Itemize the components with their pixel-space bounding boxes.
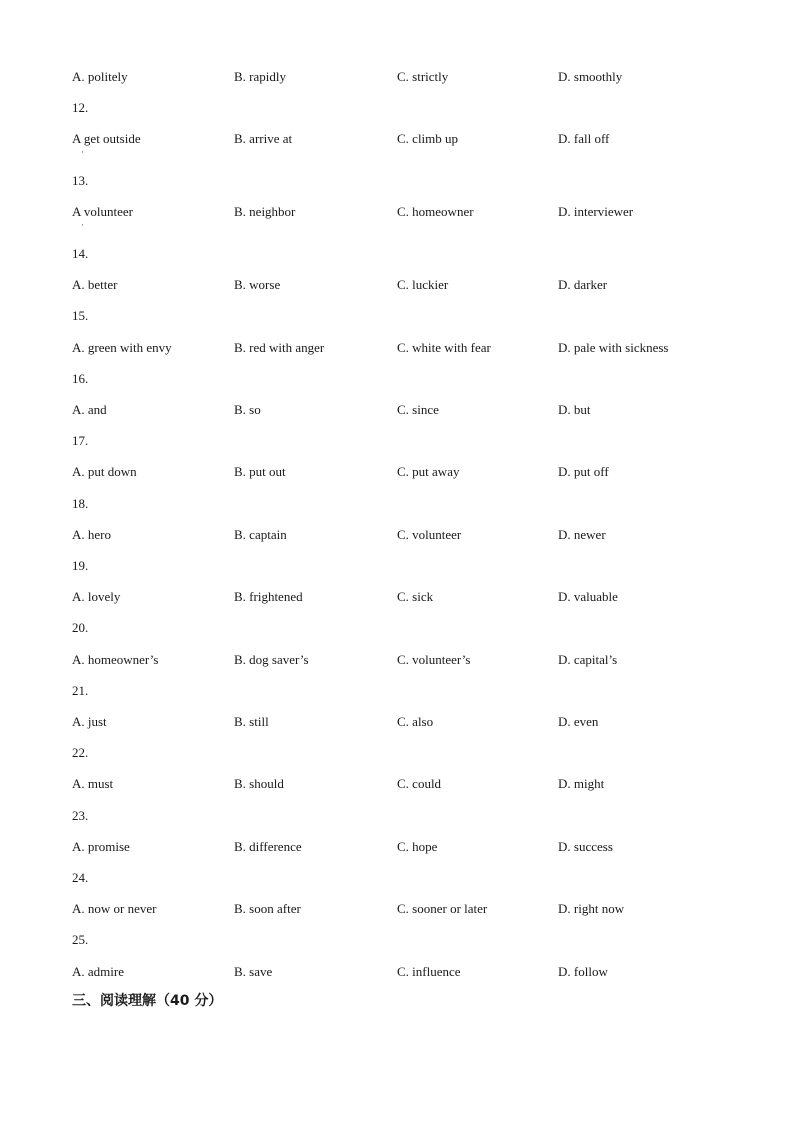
option-b: B. red with anger bbox=[234, 340, 325, 355]
option-row bbox=[0, 776, 794, 794]
question-number: 12. bbox=[72, 100, 89, 115]
option-a: A. now or never bbox=[72, 901, 157, 916]
question-number: 21. bbox=[72, 683, 89, 698]
option-c: C. strictly bbox=[397, 69, 449, 84]
option-d: D. interviewer bbox=[558, 204, 634, 219]
option-c: C. volunteer’s bbox=[397, 652, 471, 667]
option-row bbox=[0, 652, 794, 670]
option-d: D. smoothly bbox=[558, 69, 623, 84]
option-d: D. valuable bbox=[558, 589, 618, 604]
option-a: A. promise bbox=[72, 839, 130, 854]
question-number: 25. bbox=[72, 932, 89, 947]
question-number: 17. bbox=[72, 433, 89, 448]
question-number: 20. bbox=[72, 620, 89, 635]
option-b: B. neighbor bbox=[234, 204, 296, 219]
option-d: D. follow bbox=[558, 964, 608, 979]
option-row bbox=[0, 277, 794, 295]
question-number: 22. bbox=[72, 745, 89, 760]
option-a: A. better bbox=[72, 277, 118, 292]
question-number: 19. bbox=[72, 558, 89, 573]
option-a: A get outside bbox=[72, 131, 141, 146]
option-b: B. still bbox=[234, 714, 269, 729]
option-a: A. just bbox=[72, 714, 107, 729]
option-a: A. must bbox=[72, 776, 114, 791]
option-a: A. lovely bbox=[72, 589, 121, 604]
option-c: C. volunteer bbox=[397, 527, 462, 542]
option-d: D. pale with sickness bbox=[558, 340, 669, 355]
option-row bbox=[0, 204, 794, 222]
option-row bbox=[0, 464, 794, 482]
option-row bbox=[0, 402, 794, 420]
option-d: D. capital’s bbox=[558, 652, 618, 667]
option-a: A. and bbox=[72, 402, 107, 417]
option-c: C. luckier bbox=[397, 277, 449, 292]
option-b: B. dog saver’s bbox=[234, 652, 309, 667]
option-a: A. homeowner’s bbox=[72, 652, 159, 667]
option-d: D. but bbox=[558, 402, 591, 417]
option-a: A. politely bbox=[72, 69, 128, 84]
option-c: C. influence bbox=[397, 964, 461, 979]
option-b: B. difference bbox=[234, 839, 302, 854]
option-a: A. admire bbox=[72, 964, 124, 979]
option-c: C. homeowner bbox=[397, 204, 474, 219]
option-row bbox=[0, 839, 794, 857]
option-d: D. even bbox=[558, 714, 599, 729]
option-d: D. darker bbox=[558, 277, 608, 292]
option-b: B. captain bbox=[234, 527, 287, 542]
option-b: B. save bbox=[234, 964, 273, 979]
option-c: C. since bbox=[397, 402, 439, 417]
option-c: C. also bbox=[397, 714, 434, 729]
option-c: C. white with fear bbox=[397, 340, 491, 355]
option-b: B. should bbox=[234, 776, 284, 791]
option-row bbox=[0, 69, 794, 87]
option-d: D. might bbox=[558, 776, 605, 791]
option-b: B. frightened bbox=[234, 589, 303, 604]
option-row bbox=[0, 964, 794, 982]
option-b: B. worse bbox=[234, 277, 281, 292]
option-a: A. green with envy bbox=[72, 340, 172, 355]
option-c: C. sick bbox=[397, 589, 434, 604]
option-d: D. put off bbox=[558, 464, 609, 479]
option-d: D. newer bbox=[558, 527, 606, 542]
option-row bbox=[0, 901, 794, 919]
question-number: 15. bbox=[72, 308, 89, 323]
section-title: 三、阅读理解（40 分） bbox=[72, 993, 223, 1009]
option-a: A volunteer bbox=[72, 204, 134, 219]
question-number: 13. bbox=[72, 173, 89, 188]
option-a: A. hero bbox=[72, 527, 111, 542]
option-b: B. soon after bbox=[234, 901, 301, 916]
option-row bbox=[0, 131, 794, 149]
option-c: C. hope bbox=[397, 839, 438, 854]
question-number: 16. bbox=[72, 371, 89, 386]
option-c: C. could bbox=[397, 776, 442, 791]
option-b: B. rapidly bbox=[234, 69, 286, 84]
option-row bbox=[0, 589, 794, 607]
option-c: C. sooner or later bbox=[397, 901, 488, 916]
option-b: B. put out bbox=[234, 464, 286, 479]
question-number: 23. bbox=[72, 808, 89, 823]
question-number: 24. bbox=[72, 870, 89, 885]
option-row bbox=[0, 340, 794, 358]
option-b: B. so bbox=[234, 402, 261, 417]
option-d: D. success bbox=[558, 839, 613, 854]
option-row bbox=[0, 527, 794, 545]
option-d: D. right now bbox=[558, 901, 625, 916]
option-c: C. climb up bbox=[397, 131, 459, 146]
option-a: A. put down bbox=[72, 464, 137, 479]
option-d: D. fall off bbox=[558, 131, 610, 146]
dot-mark: · bbox=[81, 147, 84, 157]
option-row bbox=[0, 714, 794, 732]
option-c: C. put away bbox=[397, 464, 460, 479]
question-number: 14. bbox=[72, 246, 89, 261]
dot-mark: · bbox=[81, 220, 84, 230]
option-b: B. arrive at bbox=[234, 131, 293, 146]
question-number: 18. bbox=[72, 496, 89, 511]
